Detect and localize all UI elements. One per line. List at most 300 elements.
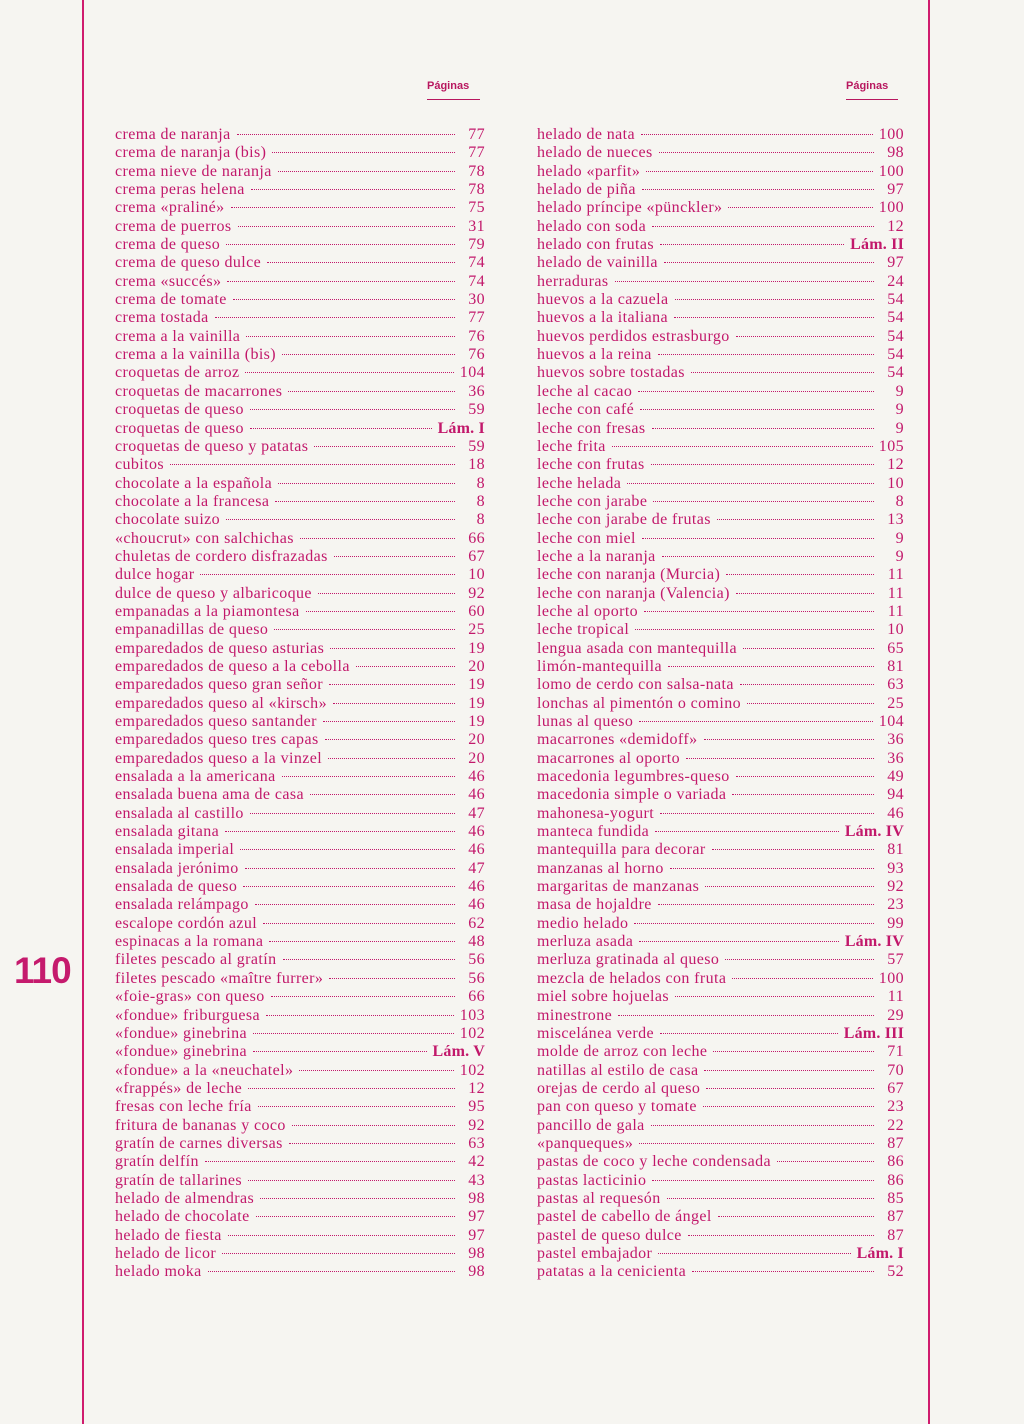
- index-entry: [115, 548, 485, 566]
- entry-name: crema tostada: [115, 309, 209, 327]
- entry-name: huevos a la italiana: [537, 309, 669, 327]
- entry-page: 52: [887, 1263, 904, 1281]
- dot-leader: [314, 446, 455, 447]
- index-entry: [115, 1135, 485, 1153]
- index-entry: [115, 805, 485, 823]
- dot-leader: [674, 317, 874, 318]
- index-entry: [537, 566, 904, 584]
- dot-leader: [712, 849, 874, 850]
- index-entry: [537, 933, 904, 951]
- dot-leader: [272, 152, 455, 153]
- entry-page: Lám. V: [432, 1043, 485, 1061]
- entry-name: crema de naranja (bis): [115, 144, 267, 162]
- index-entry: [115, 291, 485, 309]
- index-entry: [537, 1263, 904, 1281]
- entry-name: huevos a la cazuela: [537, 291, 669, 309]
- dot-leader: [328, 758, 455, 759]
- entry-page: 99: [887, 914, 904, 932]
- index-entry: [537, 658, 904, 676]
- dot-leader: [703, 1106, 874, 1107]
- entry-page: 9: [895, 547, 904, 565]
- left-column-header-label: Páginas: [427, 80, 470, 92]
- entry-page: 79: [468, 236, 485, 254]
- index-entry: [115, 1245, 485, 1263]
- entry-page: 63: [887, 676, 904, 694]
- dot-leader: [736, 336, 874, 337]
- entry-name: ensalada relámpago: [115, 896, 249, 914]
- entry-name: pastel de queso dulce: [537, 1226, 682, 1244]
- entry-name: lomo de cerdo con salsa-nata: [537, 676, 734, 694]
- index-entry: [115, 695, 485, 713]
- index-entry: [115, 970, 485, 988]
- entry-page: Lám. IV: [844, 933, 904, 951]
- index-entry: [115, 915, 485, 933]
- index-entry: [537, 144, 904, 162]
- dot-leader: [226, 244, 455, 245]
- entry-name: limón-mantequilla: [537, 657, 662, 675]
- entry-page: 8: [476, 511, 485, 529]
- index-entry: [115, 236, 485, 254]
- dot-leader: [243, 886, 455, 887]
- index-entry: [537, 951, 904, 969]
- index-entry: [537, 1227, 904, 1245]
- dot-leader: [639, 1143, 874, 1144]
- index-entry: [115, 786, 485, 804]
- dot-leader: [660, 244, 844, 245]
- entry-page: 62: [468, 914, 485, 932]
- entry-name: crema de naranja: [115, 126, 231, 143]
- dot-leader: [299, 1070, 453, 1071]
- index-entry: [537, 236, 904, 254]
- entry-page: 23: [887, 1098, 904, 1116]
- index-entry: [537, 585, 904, 603]
- entry-name: escalope cordón azul: [115, 914, 258, 932]
- index-entry: [115, 1025, 485, 1043]
- entry-name: «foie-gras» con queso: [115, 988, 265, 1006]
- entry-name: leche a la naranja: [537, 547, 656, 565]
- entry-page: 8: [895, 492, 904, 510]
- dot-leader: [226, 519, 455, 520]
- dot-leader: [705, 886, 874, 887]
- index-entry: [537, 878, 904, 896]
- index-entry: [537, 640, 904, 658]
- entry-page: 43: [468, 1171, 485, 1189]
- entry-page: 19: [468, 713, 485, 730]
- entry-page: 54: [887, 346, 904, 364]
- index-entry: [537, 768, 904, 786]
- entry-name: filetes pescado al gratín: [115, 951, 277, 969]
- dot-leader: [691, 372, 874, 373]
- index-entry: [537, 383, 904, 401]
- entry-page: 66: [468, 988, 485, 1006]
- dot-leader: [667, 1198, 874, 1199]
- index-entry: [115, 878, 485, 896]
- entry-name: leche frita: [537, 437, 606, 455]
- dot-leader: [646, 171, 873, 172]
- dot-leader: [329, 978, 455, 979]
- entry-name: merluza asada: [537, 933, 634, 951]
- dot-leader: [278, 171, 455, 172]
- index-entry: [115, 511, 485, 529]
- entry-name: «fondue» ginebrina: [115, 1043, 248, 1061]
- entry-name: chuletas de cordero disfrazadas: [115, 547, 328, 565]
- index-entry: [537, 364, 904, 382]
- dot-leader: [726, 574, 874, 575]
- dot-leader: [233, 299, 455, 300]
- entry-name: emparedados de queso a la cebolla: [115, 657, 350, 675]
- entry-name: orejas de cerdo al queso: [537, 1079, 701, 1097]
- entry-page: 67: [468, 547, 485, 565]
- entry-page: 9: [895, 382, 904, 400]
- index-entry: [115, 841, 485, 859]
- entry-name: leche con frutas: [537, 456, 645, 474]
- entry-page: 12: [468, 1079, 485, 1097]
- entry-page: 20: [468, 749, 485, 767]
- dot-leader: [200, 574, 455, 575]
- entry-page: 54: [887, 291, 904, 309]
- index-entry: [537, 1062, 904, 1080]
- entry-name: leche con naranja (Valencia): [537, 584, 730, 602]
- entry-name: patatas a la cenicienta: [537, 1263, 687, 1281]
- entry-page: 85: [887, 1189, 904, 1207]
- entry-page: 47: [468, 859, 485, 877]
- entry-page: 67: [887, 1079, 904, 1097]
- dot-leader: [662, 556, 874, 557]
- dot-leader: [205, 1161, 455, 1162]
- entry-name: helado de nueces: [537, 144, 653, 162]
- dot-leader: [618, 1015, 874, 1016]
- entry-page: Lám. IV: [844, 823, 904, 841]
- entry-page: 10: [887, 474, 904, 492]
- dot-leader: [253, 1033, 454, 1034]
- dot-leader: [732, 794, 874, 795]
- entry-name: huevos a la reina: [537, 346, 652, 364]
- index-entry: [115, 988, 485, 1006]
- dot-leader: [227, 281, 455, 282]
- dot-leader: [652, 1180, 874, 1181]
- index-entry: [537, 309, 904, 327]
- entry-page: Lám. I: [437, 419, 485, 437]
- entry-name: crema peras helena: [115, 181, 245, 199]
- index-entry: [115, 1043, 485, 1061]
- dot-leader: [333, 703, 455, 704]
- index-entry: [537, 548, 904, 566]
- dot-leader: [271, 996, 455, 997]
- index-entry: [115, 438, 485, 456]
- index-entry: [115, 585, 485, 603]
- dot-leader: [642, 189, 874, 190]
- dot-leader: [250, 409, 455, 410]
- dot-leader: [704, 1070, 874, 1071]
- entry-page: 94: [887, 786, 904, 804]
- entry-name: ensalada jerónimo: [115, 859, 239, 877]
- entry-name: emparedados de queso asturias: [115, 639, 325, 657]
- entry-page: 11: [887, 988, 904, 1006]
- entry-name: «frappés» de leche: [115, 1079, 243, 1097]
- entry-name: crema «praliné»: [115, 199, 225, 217]
- entry-page: 46: [468, 823, 485, 841]
- dot-leader: [725, 959, 874, 960]
- entry-name: emparedados queso santander: [115, 713, 317, 730]
- index-entry: [537, 475, 904, 493]
- entry-page: 81: [887, 657, 904, 675]
- entry-page: 76: [468, 327, 485, 345]
- entry-page: 65: [887, 639, 904, 657]
- dot-leader: [222, 1253, 455, 1254]
- entry-page: 92: [468, 584, 485, 602]
- entry-name: leche con fresas: [537, 419, 646, 437]
- entry-name: croquetas de queso: [115, 401, 244, 419]
- entry-name: helado «parfit»: [537, 162, 641, 180]
- dot-leader: [644, 611, 874, 612]
- dot-leader: [728, 207, 872, 208]
- index-entry: [537, 218, 904, 236]
- dot-leader: [225, 831, 455, 832]
- index-entry: [115, 163, 485, 181]
- dot-leader: [652, 226, 874, 227]
- entry-page: 100: [878, 969, 904, 987]
- right-column-header-label: Páginas: [846, 80, 889, 92]
- entry-page: Lám. II: [850, 236, 904, 254]
- dot-leader: [329, 684, 455, 685]
- dot-leader: [258, 1106, 455, 1107]
- dot-leader: [670, 868, 874, 869]
- index-entry: [115, 254, 485, 272]
- entry-name: helado príncipe «pünckler»: [537, 199, 723, 217]
- dot-leader: [655, 831, 839, 832]
- dot-leader: [283, 959, 456, 960]
- index-entry: [537, 291, 904, 309]
- entry-name: pastas de coco y leche condensada: [537, 1153, 771, 1171]
- entry-name: helado de nata: [537, 126, 635, 143]
- entry-page: 46: [468, 896, 485, 914]
- index-entry: [115, 566, 485, 584]
- index-entry: [537, 420, 904, 438]
- index-entry: [115, 860, 485, 878]
- dot-leader: [237, 134, 455, 135]
- dot-leader: [635, 629, 874, 630]
- index-entry: [115, 1098, 485, 1116]
- entry-page: 18: [468, 456, 485, 474]
- entry-name: manteca fundida: [537, 823, 650, 841]
- index-entry: [115, 750, 485, 768]
- entry-page: 97: [468, 1226, 485, 1244]
- dot-leader: [743, 648, 874, 649]
- index-entry: [115, 309, 485, 327]
- page-number: 110: [14, 950, 71, 991]
- index-entry: [537, 181, 904, 199]
- entry-page: 12: [887, 217, 904, 235]
- index-entry: [115, 603, 485, 621]
- entry-page: 102: [459, 1061, 485, 1079]
- entry-name: pancillo de gala: [537, 1116, 645, 1134]
- entry-page: 31: [468, 217, 485, 235]
- index-entry: [537, 1080, 904, 1098]
- index-entry: [115, 1080, 485, 1098]
- entry-name: leche al cacao: [537, 382, 633, 400]
- index-entry: [537, 126, 904, 144]
- entry-page: 70: [887, 1061, 904, 1079]
- dot-leader: [660, 1033, 838, 1034]
- entry-name: leche helada: [537, 474, 622, 492]
- entry-page: 78: [468, 162, 485, 180]
- entry-page: 24: [887, 272, 904, 290]
- dot-leader: [215, 317, 455, 318]
- dot-leader: [658, 904, 874, 905]
- entry-name: leche con miel: [537, 529, 636, 547]
- entry-page: 8: [476, 474, 485, 492]
- dot-leader: [638, 391, 874, 392]
- dot-leader: [634, 923, 874, 924]
- entry-name: manzanas al horno: [537, 859, 664, 877]
- index-entry: [537, 805, 904, 823]
- dot-leader: [310, 794, 455, 795]
- entry-name: emparedados queso a la vinzel: [115, 749, 323, 767]
- entry-page: 46: [468, 878, 485, 896]
- entry-page: 42: [468, 1153, 485, 1171]
- entry-page: 20: [468, 657, 485, 675]
- entry-page: 9: [895, 419, 904, 437]
- index-entry: [537, 493, 904, 511]
- entry-page: 77: [468, 126, 485, 143]
- index-entry: [115, 420, 485, 438]
- dot-leader: [250, 813, 455, 814]
- entry-page: 54: [887, 309, 904, 327]
- entry-page: 48: [468, 933, 485, 951]
- dot-leader: [275, 501, 455, 502]
- entry-name: huevos sobre tostadas: [537, 364, 685, 382]
- entry-page: 97: [468, 1208, 485, 1226]
- dot-leader: [288, 391, 455, 392]
- entry-name: helado de chocolate: [115, 1208, 250, 1226]
- entry-name: leche tropical: [537, 621, 630, 639]
- entry-page: 98: [468, 1189, 485, 1207]
- dot-leader: [660, 813, 874, 814]
- entry-page: 25: [887, 694, 904, 712]
- index-entry: [537, 199, 904, 217]
- entry-page: 12: [887, 456, 904, 474]
- entry-name: crema a la vainilla: [115, 327, 241, 345]
- index-entry: [115, 933, 485, 951]
- index-entry: [115, 1007, 485, 1025]
- entry-name: helado con frutas: [537, 236, 654, 254]
- entry-name: macedonia legumbres-queso: [537, 768, 730, 786]
- entry-page: 97: [887, 181, 904, 199]
- entry-name: ensalada a la americana: [115, 768, 276, 786]
- index-entry: [537, 1098, 904, 1116]
- entry-page: 74: [468, 254, 485, 272]
- entry-name: chocolate a la francesa: [115, 492, 270, 510]
- index-entry: [537, 676, 904, 694]
- entry-name: fresas con leche fría: [115, 1098, 252, 1116]
- dot-leader: [278, 483, 455, 484]
- index-entry: [537, 456, 904, 474]
- entry-name: lengua asada con mantequilla: [537, 639, 738, 657]
- dot-leader: [639, 941, 839, 942]
- entry-name: miel sobre hojuelas: [537, 988, 670, 1006]
- entry-page: 19: [468, 694, 485, 712]
- entry-name: emparedados queso gran señor: [115, 676, 324, 694]
- dot-leader: [170, 464, 455, 465]
- entry-name: croquetas de arroz: [115, 364, 240, 382]
- dot-leader: [256, 1216, 455, 1217]
- entry-page: 95: [468, 1098, 485, 1116]
- index-entry: [537, 713, 904, 731]
- entry-page: 77: [468, 309, 485, 327]
- dot-leader: [736, 593, 874, 594]
- entry-page: 19: [468, 676, 485, 694]
- index-entry: [115, 383, 485, 401]
- dot-leader: [334, 556, 455, 557]
- entry-page: 57: [887, 951, 904, 969]
- entry-page: 102: [459, 1024, 485, 1042]
- entry-page: 87: [887, 1226, 904, 1244]
- dot-leader: [627, 483, 874, 484]
- dot-leader: [330, 648, 455, 649]
- entry-page: 92: [468, 1116, 485, 1134]
- entry-page: 11: [887, 566, 904, 584]
- entry-page: 98: [468, 1244, 485, 1262]
- entry-name: leche con jarabe: [537, 492, 648, 510]
- dot-leader: [231, 207, 456, 208]
- dot-leader: [228, 1235, 455, 1236]
- entry-name: cubitos: [115, 456, 165, 474]
- dot-leader: [651, 1125, 874, 1126]
- entry-name: crema «succés»: [115, 272, 222, 290]
- index-entry: [537, 1208, 904, 1226]
- index-entry: [537, 1190, 904, 1208]
- dot-leader: [659, 152, 874, 153]
- entry-name: medio helado: [537, 914, 629, 932]
- entry-name: pastas lacticinio: [537, 1171, 647, 1189]
- entry-name: crema de queso: [115, 236, 221, 254]
- left-margin-rule: [82, 0, 84, 1424]
- entry-name: herraduras: [537, 272, 609, 290]
- dot-leader: [713, 1051, 874, 1052]
- entry-page: 46: [468, 841, 485, 859]
- entry-page: 98: [887, 144, 904, 162]
- index-entry: [537, 328, 904, 346]
- entry-page: 46: [468, 786, 485, 804]
- dot-leader: [263, 923, 455, 924]
- entry-page: Lám. I: [856, 1244, 904, 1262]
- dot-leader: [248, 1180, 455, 1181]
- index-entry: [115, 1263, 485, 1281]
- entry-name: filetes pescado «maître furrer»: [115, 969, 324, 987]
- dot-leader: [688, 1235, 874, 1236]
- entry-page: 60: [468, 602, 485, 620]
- entry-page: 86: [887, 1153, 904, 1171]
- entry-page: 30: [468, 291, 485, 309]
- index-entry: [537, 438, 904, 456]
- entry-name: croquetas de queso y patatas: [115, 437, 309, 455]
- dot-leader: [260, 1198, 455, 1199]
- entry-name: crema de puerros: [115, 217, 232, 235]
- dot-leader: [282, 354, 455, 355]
- index-entry: [115, 199, 485, 217]
- entry-page: 59: [468, 401, 485, 419]
- entry-name: «choucrut» con salchichas: [115, 529, 294, 547]
- entry-page: 105: [878, 437, 904, 455]
- entry-page: 29: [887, 1006, 904, 1024]
- dot-leader: [612, 446, 873, 447]
- dot-leader: [717, 519, 874, 520]
- index-entry: [537, 1025, 904, 1043]
- dot-leader: [253, 1051, 426, 1052]
- index-entry: [537, 1135, 904, 1153]
- entry-page: 76: [468, 346, 485, 364]
- entry-page: 86: [887, 1171, 904, 1189]
